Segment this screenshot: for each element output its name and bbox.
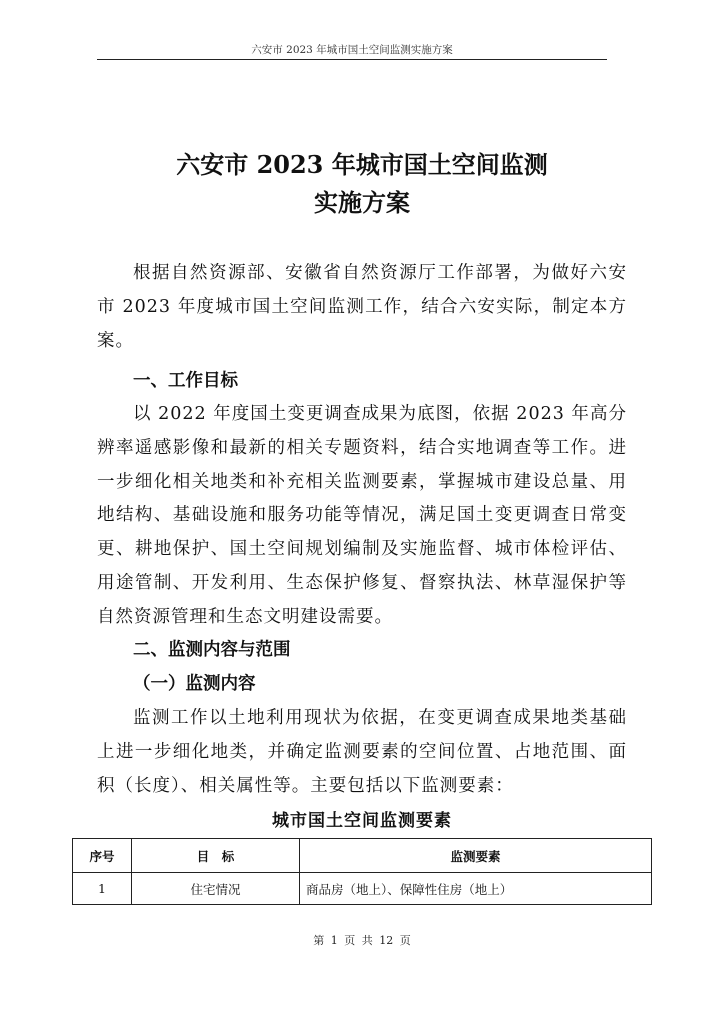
section-1-heading: 一、工作目标	[133, 371, 238, 391]
running-header: 六安市 2023 年城市国土空间监测实施方案	[251, 44, 453, 56]
section-2-heading: 二、监测内容与范围	[133, 640, 291, 660]
subsection-1-paragraph: 监测工作以土地利用现状为依据，在变更调查成果地类基础上进一步细化地类，并确定监测要素的空间位置、占地范围、面积（长度）、相关属性等。主要包括以下监测要素：	[97, 708, 627, 796]
header-elements: 监测要素	[300, 839, 652, 873]
monitoring-elements-table	[72, 838, 652, 905]
header-divider	[97, 59, 607, 60]
subsection-1-heading: （一）监测内容	[133, 674, 256, 694]
header-target: 目 标	[132, 839, 300, 873]
intro-paragraph: 根据自然资源部、安徽省自然资源厅工作部署，为做好六安市 2023 年度城市国土空间监测工作，结合六安实际，制定本方案。	[97, 263, 627, 351]
table-row	[73, 873, 652, 905]
cell-target: 住宅情况	[132, 873, 300, 905]
table-header-row	[73, 839, 652, 873]
section-1-paragraph: 以 2022 年度国土变更调查成果为底图，依据 2023 年高分辨率遥感影像和最新的相关专题资料，结合实地调查等工作。进一步细化相关地类和补充相关监测要素，掌握城市建设总量、用地结构、基础设施和服务功能等情况，满足国土变更调查日常变更、耕地保护、国土空间规划编制及实施监督、城市体检评估、用途管制、开发利用、生态保护修复、督察执法、林草湿保护等自然资源管理和生态文明建设需要。	[97, 404, 627, 627]
document-title-line-1: 六安市 2023 年城市国土空间监测	[176, 150, 548, 179]
page-number: 第 1 页 共 12 页	[313, 934, 411, 947]
cell-seq: 1	[73, 873, 132, 905]
table-caption: 城市国土空间监测要素	[272, 811, 452, 831]
document-title-line-2: 实施方案	[314, 188, 410, 217]
header-seq: 序号	[73, 839, 132, 873]
cell-elements: 商品房（地上）、保障性住房（地上）	[300, 873, 652, 905]
